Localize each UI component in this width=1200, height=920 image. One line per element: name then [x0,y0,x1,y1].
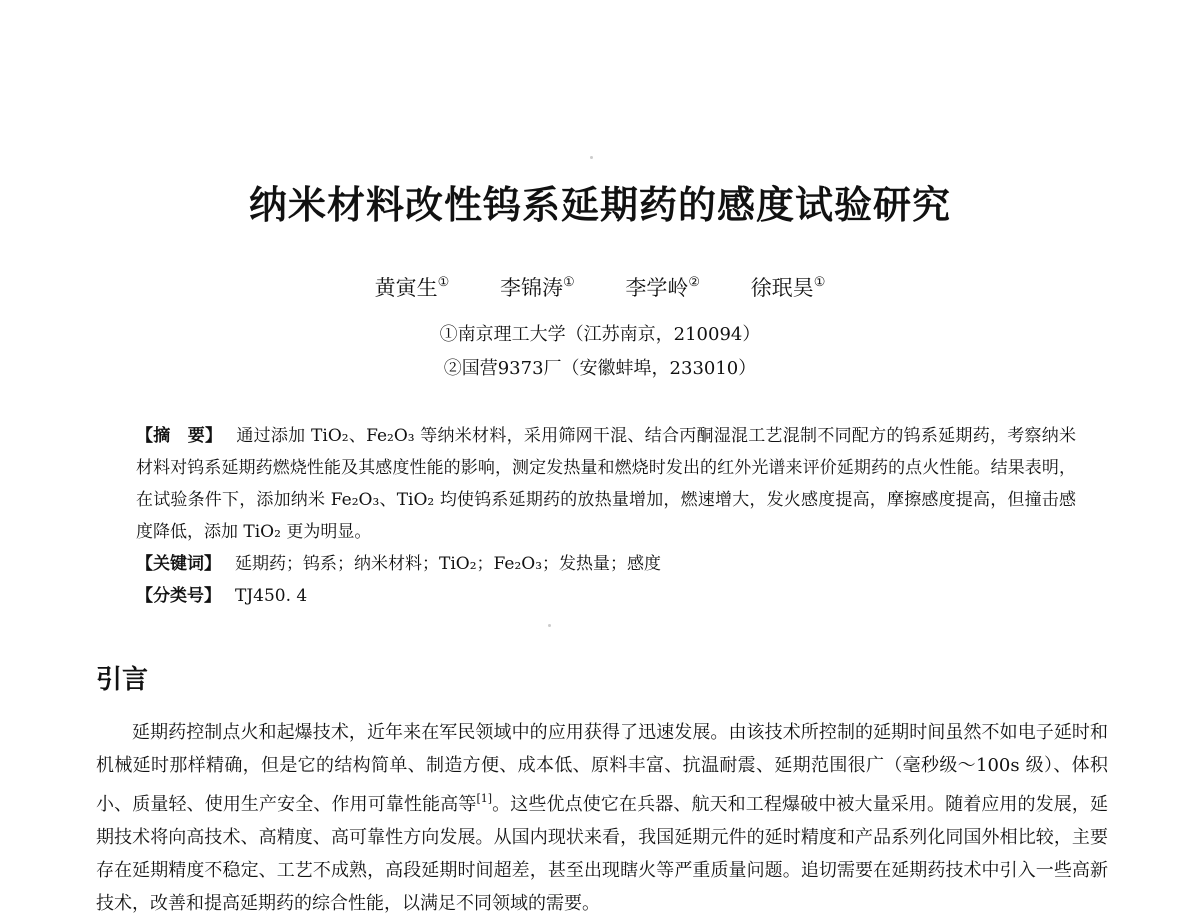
paragraph-text: 。这些优点使它在兵器、航天和工程爆破中被大量采用。随着应用的发展，延期技术将向高技术、高精度、高可靠性方向发展。从国内现状来看，我国延期元件的延时精度和产品系列化同国外相比较，主要存在延期精度不稳定、工艺不成熟，高段延期时间超差，甚至出现瞎火等严重质量问题。追切需要在延期药技术中引入一些高新技术，改善和提高延期药的综合性能，以满足不同领域的需要。 [96,794,1109,914]
author-affiliation-mark: ② [688,275,700,290]
author [375,268,450,303]
keywords-label: 【关键词】 [136,554,221,574]
paper-title: 纳米材料改性钨系延期药的感度试验研究 [248,183,951,227]
author-affiliation-mark: ① [813,275,826,290]
classification [136,580,1076,612]
abstract-text: 通过添加 TiO₂、Fe₂O₃ 等纳米材料，采用筛网干混、结合丙酮湿混工艺混制不同配方的钨系延期药，考察纳米材料对钨系延期药燃烧性能及其感度性能的影响，测定发热量和燃烧时发出的红外光谱来评价延期药的点火性能。结果表明，在试验条件下，添加纳米 Fe₂O₃、TiO₂ 均使钨系延期药的放热量增加，燃速增大，发火感度提高，摩擦感度提高，但撞击感度降低，添加 TiO₂ 更为明显。 [136,426,1077,542]
author-name: 徐珉昊 [750,276,814,300]
author [500,268,575,303]
author-name: 李学岭 [625,276,689,300]
keywords-text: 延期药；钨系；纳米材料；TiO₂；Fe₂O₃；发热量；感度 [235,554,662,574]
author-name: 黄寅生 [374,276,438,300]
affiliation: ①南京理工大学（江苏南京，210094） [439,324,761,345]
scan-speck [548,624,551,627]
author-name: 李锦涛 [500,276,563,300]
scan-speck [590,156,593,159]
introduction-body [96,716,1108,920]
abstract [136,420,1076,548]
paragraph-text: 延期药控制点火和起爆技术，近年来在军民领域中的应用获得了迅速发展。由该技术所控制的延期时间虽然不如电子延时和机械延时那样精确，但是它的结构简单、制造方便、成本低、原料丰富、抗温耐震、延期范围很广（毫秒级～100s 级）、体积小、质量轻、使用生产安全、作用可靠性能高等 [96,722,1108,815]
affiliation: ②国营9373厂（安徽蚌埠，233010） [443,358,757,379]
keywords [136,548,1076,580]
classification-text: TJ450. 4 [235,586,308,606]
abstract-block [136,420,1076,612]
citation-ref[interactable]: [1] [476,792,493,805]
author [625,268,700,303]
classification-label: 【分类号】 [136,586,221,606]
abstract-label: 【摘 要】 [136,426,223,446]
author [751,268,826,303]
section-heading: 引言 [96,665,149,695]
author-list [0,268,1200,303]
author-affiliation-mark: ① [437,275,450,290]
paragraph [96,716,1108,920]
author-affiliation-mark: ① [563,275,575,290]
